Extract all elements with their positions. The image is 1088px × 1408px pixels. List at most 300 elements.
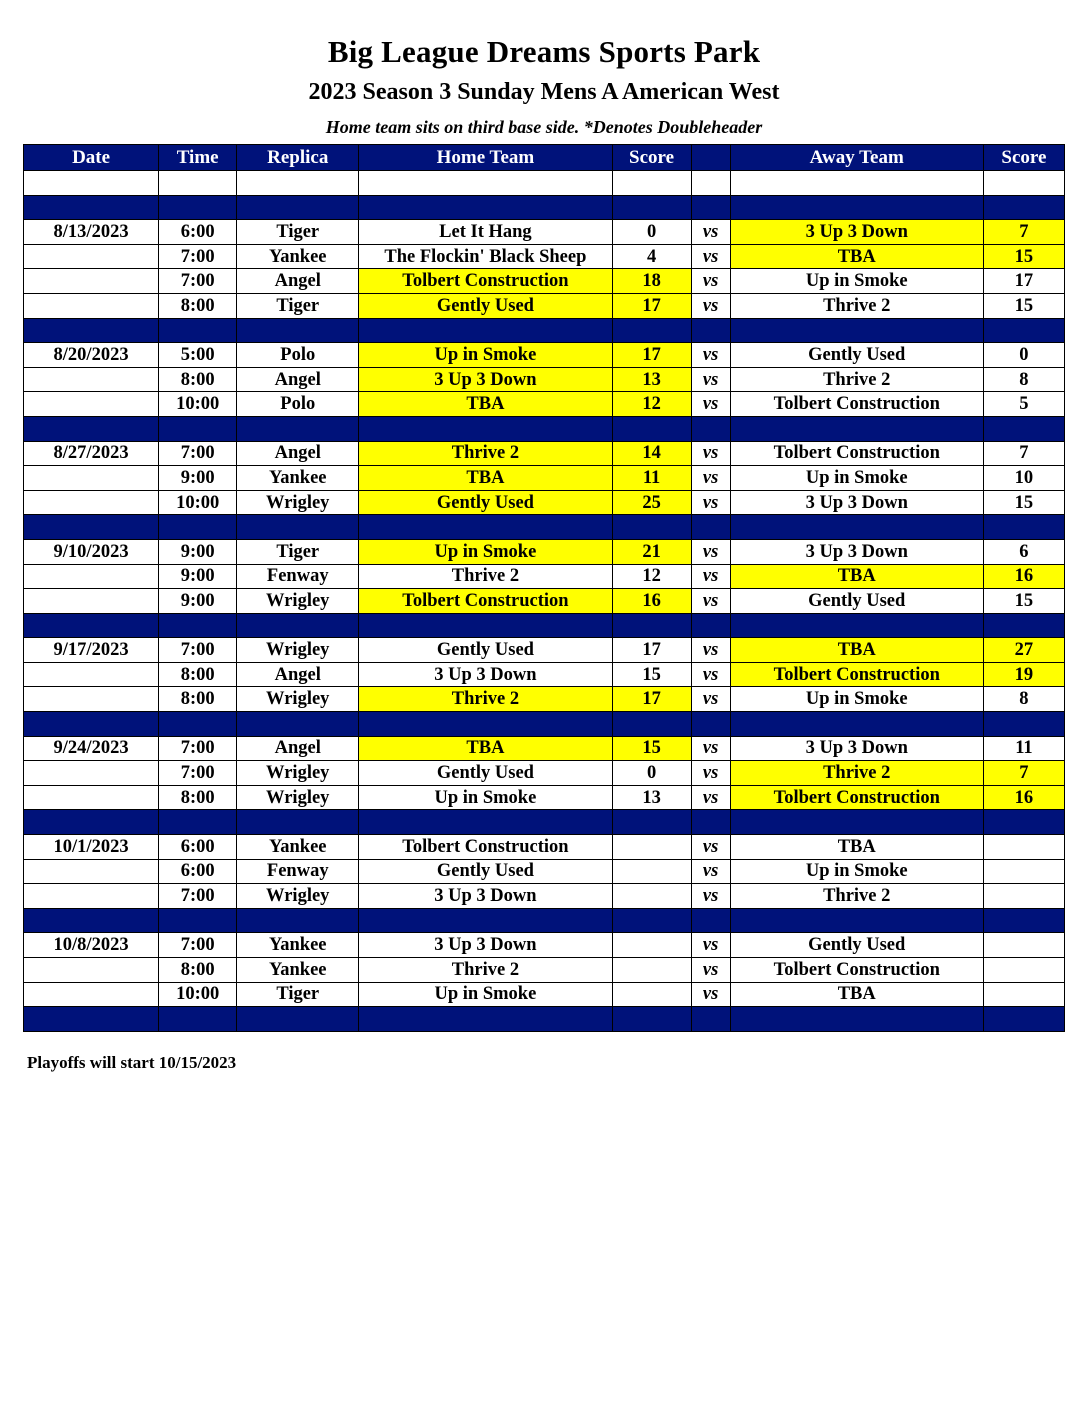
home-team-cell: TBA (359, 736, 612, 761)
away-score-cell (983, 884, 1064, 909)
away-team-cell (730, 416, 983, 441)
time-cell: 10:00 (159, 982, 237, 1007)
date-cell (24, 662, 159, 687)
vs-cell (691, 1007, 730, 1032)
replica-cell: Wrigley (237, 785, 359, 810)
table-row (24, 441, 1065, 466)
home-score-cell: 0 (612, 220, 691, 245)
away-team-cell: Up in Smoke (730, 859, 983, 884)
time-cell: 7:00 (159, 736, 237, 761)
time-cell: 9:00 (159, 589, 237, 614)
time-cell: 10:00 (159, 490, 237, 515)
vs-cell: vs (691, 392, 730, 417)
away-team-cell: TBA (730, 982, 983, 1007)
home-team-cell: Thrive 2 (359, 441, 612, 466)
home-team-cell: Thrive 2 (359, 564, 612, 589)
away-score-cell (983, 835, 1064, 860)
replica-cell (237, 318, 359, 343)
table-row (24, 293, 1065, 318)
away-team-cell: 3 Up 3 Down (730, 490, 983, 515)
table-row (24, 343, 1065, 368)
vs-cell: vs (691, 761, 730, 786)
replica-cell: Tiger (237, 539, 359, 564)
away-score-cell (983, 908, 1064, 933)
home-team-cell (359, 195, 612, 220)
date-cell (24, 908, 159, 933)
away-score-cell (983, 859, 1064, 884)
away-team-cell: 3 Up 3 Down (730, 539, 983, 564)
home-team-cell: Up in Smoke (359, 343, 612, 368)
time-cell: 7:00 (159, 244, 237, 269)
away-score-cell: 15 (983, 589, 1064, 614)
away-team-cell: Thrive 2 (730, 761, 983, 786)
table-row (24, 958, 1065, 983)
home-score-cell: 21 (612, 539, 691, 564)
replica-cell: Angel (237, 367, 359, 392)
replica-cell: Wrigley (237, 761, 359, 786)
separator-row (24, 515, 1065, 540)
date-cell (24, 367, 159, 392)
home-score-cell (612, 1007, 691, 1032)
vs-cell (691, 908, 730, 933)
separator-row (24, 416, 1065, 441)
date-cell (24, 171, 159, 196)
date-cell (24, 761, 159, 786)
home-score-cell: 18 (612, 269, 691, 294)
vs-cell (691, 318, 730, 343)
home-score-cell: 11 (612, 466, 691, 491)
vs-cell: vs (691, 367, 730, 392)
away-team-cell: Up in Smoke (730, 687, 983, 712)
date-cell (24, 589, 159, 614)
time-cell: 7:00 (159, 638, 237, 663)
table-row (24, 564, 1065, 589)
time-cell: 6:00 (159, 220, 237, 245)
schedule-table (23, 144, 1065, 1032)
away-score-cell: 8 (983, 687, 1064, 712)
home-team-cell: Thrive 2 (359, 958, 612, 983)
replica-cell: Tiger (237, 220, 359, 245)
home-team-cell: Tolbert Construction (359, 835, 612, 860)
home-score-cell (612, 933, 691, 958)
time-cell: 10:00 (159, 392, 237, 417)
vs-cell: vs (691, 859, 730, 884)
away-score-cell: 0 (983, 343, 1064, 368)
table-row (24, 785, 1065, 810)
home-score-cell: 15 (612, 662, 691, 687)
home-score-cell: 17 (612, 638, 691, 663)
replica-cell (237, 810, 359, 835)
away-team-cell: Gently Used (730, 343, 983, 368)
away-score-cell (983, 1007, 1064, 1032)
away-score-cell: 15 (983, 293, 1064, 318)
table-row (24, 638, 1065, 663)
away-score-cell: 6 (983, 539, 1064, 564)
date-cell (24, 1007, 159, 1032)
home-team-cell: Up in Smoke (359, 785, 612, 810)
away-score-cell (983, 613, 1064, 638)
away-score-cell (983, 515, 1064, 540)
home-score-cell (612, 712, 691, 737)
home-team-cell: 3 Up 3 Down (359, 662, 612, 687)
date-cell: 10/8/2023 (24, 933, 159, 958)
home-score-cell (612, 982, 691, 1007)
table-row (24, 244, 1065, 269)
vs-cell: vs (691, 638, 730, 663)
table-row (24, 884, 1065, 909)
time-cell: 8:00 (159, 662, 237, 687)
away-team-cell: Tolbert Construction (730, 441, 983, 466)
home-score-cell: 16 (612, 589, 691, 614)
home-score-cell (612, 958, 691, 983)
date-cell: 8/20/2023 (24, 343, 159, 368)
home-team-cell: TBA (359, 466, 612, 491)
home-score-cell (612, 318, 691, 343)
home-team-cell: 3 Up 3 Down (359, 884, 612, 909)
away-score-cell: 7 (983, 220, 1064, 245)
away-team-cell (730, 318, 983, 343)
time-cell: 9:00 (159, 466, 237, 491)
vs-cell: vs (691, 933, 730, 958)
home-score-cell (612, 884, 691, 909)
replica-cell: Yankee (237, 835, 359, 860)
replica-cell: Yankee (237, 958, 359, 983)
replica-cell: Yankee (237, 933, 359, 958)
vs-cell: vs (691, 539, 730, 564)
away-score-cell: 15 (983, 490, 1064, 515)
separator-row (24, 318, 1065, 343)
time-cell (159, 712, 237, 737)
date-cell (24, 613, 159, 638)
vs-cell: vs (691, 835, 730, 860)
vs-cell: vs (691, 785, 730, 810)
home-team-cell: Tolbert Construction (359, 269, 612, 294)
away-score-cell (983, 171, 1064, 196)
away-score-cell (983, 933, 1064, 958)
table-row (24, 589, 1065, 614)
date-cell (24, 269, 159, 294)
away-score-cell: 16 (983, 564, 1064, 589)
time-cell: 6:00 (159, 859, 237, 884)
home-team-cell: Gently Used (359, 293, 612, 318)
vs-cell: vs (691, 293, 730, 318)
away-team-cell: Up in Smoke (730, 269, 983, 294)
replica-cell: Yankee (237, 466, 359, 491)
away-team-cell: Tolbert Construction (730, 392, 983, 417)
replica-cell: Fenway (237, 564, 359, 589)
away-team-cell: TBA (730, 835, 983, 860)
col-header-home-team: Home Team (359, 145, 612, 171)
date-cell (24, 884, 159, 909)
home-team-cell (359, 712, 612, 737)
replica-cell (237, 712, 359, 737)
table-row (24, 933, 1065, 958)
away-team-cell (730, 1007, 983, 1032)
away-team-cell: Thrive 2 (730, 367, 983, 392)
away-score-cell (983, 195, 1064, 220)
date-cell (24, 195, 159, 220)
separator-row (24, 810, 1065, 835)
home-team-cell: Up in Smoke (359, 982, 612, 1007)
time-cell (159, 318, 237, 343)
replica-cell: Fenway (237, 859, 359, 884)
home-team-cell: Gently Used (359, 638, 612, 663)
home-score-cell: 0 (612, 761, 691, 786)
date-cell (24, 244, 159, 269)
home-score-cell (612, 195, 691, 220)
home-score-cell: 17 (612, 343, 691, 368)
away-score-cell (983, 958, 1064, 983)
separator-row (24, 613, 1065, 638)
time-cell (159, 515, 237, 540)
home-score-cell: 25 (612, 490, 691, 515)
table-row (24, 982, 1065, 1007)
replica-cell: Polo (237, 343, 359, 368)
home-team-cell (359, 318, 612, 343)
table-row (24, 490, 1065, 515)
away-team-cell (730, 712, 983, 737)
date-cell (24, 416, 159, 441)
date-cell (24, 687, 159, 712)
replica-cell: Tiger (237, 293, 359, 318)
col-header-time: Time (159, 145, 237, 171)
vs-cell: vs (691, 220, 730, 245)
home-team-cell: TBA (359, 392, 612, 417)
page-subtitle: 2023 Season 3 Sunday Mens A American West (308, 79, 780, 105)
date-cell (24, 293, 159, 318)
home-score-cell: 13 (612, 785, 691, 810)
home-team-cell: Thrive 2 (359, 687, 612, 712)
away-team-cell (730, 515, 983, 540)
home-score-cell (612, 810, 691, 835)
home-team-cell: Gently Used (359, 859, 612, 884)
vs-cell: vs (691, 687, 730, 712)
vs-cell: vs (691, 662, 730, 687)
home-team-cell: Tolbert Construction (359, 589, 612, 614)
table-row (24, 687, 1065, 712)
col-header-vs (691, 145, 730, 171)
home-score-cell (612, 416, 691, 441)
date-cell (24, 810, 159, 835)
schedule-body (24, 171, 1065, 1032)
replica-cell: Wrigley (237, 589, 359, 614)
date-cell (24, 712, 159, 737)
table-row (24, 539, 1065, 564)
away-team-cell: TBA (730, 638, 983, 663)
separator-row (24, 712, 1065, 737)
date-cell: 10/1/2023 (24, 835, 159, 860)
time-cell: 7:00 (159, 884, 237, 909)
away-score-cell: 15 (983, 244, 1064, 269)
date-cell (24, 564, 159, 589)
home-team-cell (359, 1007, 612, 1032)
time-cell: 9:00 (159, 564, 237, 589)
home-score-cell: 17 (612, 293, 691, 318)
replica-cell: Yankee (237, 244, 359, 269)
vs-cell (691, 613, 730, 638)
away-score-cell: 7 (983, 761, 1064, 786)
time-cell (159, 613, 237, 638)
away-score-cell (983, 318, 1064, 343)
home-team-cell (359, 416, 612, 441)
col-header-date: Date (24, 145, 159, 171)
col-header-home-score: Score (612, 145, 691, 171)
playoffs-note: Playoffs will start 10/15/2023 (27, 1053, 237, 1072)
table-row (24, 736, 1065, 761)
away-score-cell: 19 (983, 662, 1064, 687)
away-team-cell: TBA (730, 244, 983, 269)
date-cell (24, 392, 159, 417)
home-team-cell: 3 Up 3 Down (359, 367, 612, 392)
home-team-cell (359, 908, 612, 933)
date-cell: 9/17/2023 (24, 638, 159, 663)
away-score-cell (983, 810, 1064, 835)
replica-cell: Angel (237, 269, 359, 294)
time-cell (159, 810, 237, 835)
home-team-cell: Gently Used (359, 490, 612, 515)
vs-cell (691, 515, 730, 540)
away-team-cell: 3 Up 3 Down (730, 736, 983, 761)
home-score-cell (612, 613, 691, 638)
time-cell: 7:00 (159, 761, 237, 786)
away-score-cell: 17 (983, 269, 1064, 294)
vs-cell: vs (691, 589, 730, 614)
home-score-cell (612, 171, 691, 196)
col-header-replica: Replica (237, 145, 359, 171)
away-team-cell (730, 171, 983, 196)
time-cell (159, 1007, 237, 1032)
away-score-cell: 27 (983, 638, 1064, 663)
table-header-row (24, 145, 1065, 171)
home-team-cell: Let It Hang (359, 220, 612, 245)
time-cell: 7:00 (159, 269, 237, 294)
replica-cell: Angel (237, 662, 359, 687)
vs-cell: vs (691, 564, 730, 589)
date-cell (24, 466, 159, 491)
away-team-cell: TBA (730, 564, 983, 589)
home-score-cell: 15 (612, 736, 691, 761)
table-row (24, 392, 1065, 417)
home-score-cell (612, 859, 691, 884)
time-cell (159, 195, 237, 220)
home-score-cell: 14 (612, 441, 691, 466)
away-score-cell: 7 (983, 441, 1064, 466)
replica-cell: Wrigley (237, 638, 359, 663)
home-score-cell: 12 (612, 564, 691, 589)
date-cell (24, 982, 159, 1007)
date-cell (24, 515, 159, 540)
away-team-cell: Tolbert Construction (730, 662, 983, 687)
date-cell (24, 785, 159, 810)
vs-cell (691, 712, 730, 737)
replica-cell: Wrigley (237, 490, 359, 515)
col-header-away-score: Score (983, 145, 1064, 171)
table-row (24, 269, 1065, 294)
time-cell: 8:00 (159, 367, 237, 392)
away-team-cell: Gently Used (730, 933, 983, 958)
replica-cell (237, 515, 359, 540)
home-team-cell (359, 171, 612, 196)
home-score-cell (612, 515, 691, 540)
away-team-cell: Gently Used (730, 589, 983, 614)
away-team-cell (730, 810, 983, 835)
date-cell: 8/27/2023 (24, 441, 159, 466)
home-score-cell (612, 908, 691, 933)
date-cell: 8/13/2023 (24, 220, 159, 245)
away-score-cell (983, 712, 1064, 737)
away-score-cell: 10 (983, 466, 1064, 491)
vs-cell: vs (691, 884, 730, 909)
table-row (24, 220, 1065, 245)
away-score-cell (983, 982, 1064, 1007)
home-team-cell: 3 Up 3 Down (359, 933, 612, 958)
home-score-cell (612, 835, 691, 860)
home-score-cell: 17 (612, 687, 691, 712)
date-cell (24, 318, 159, 343)
vs-cell: vs (691, 736, 730, 761)
vs-cell: vs (691, 269, 730, 294)
page-title: Big League Dreams Sports Park (327, 34, 761, 69)
away-score-cell: 8 (983, 367, 1064, 392)
blank-row (24, 171, 1065, 196)
away-team-cell (730, 908, 983, 933)
vs-cell (691, 810, 730, 835)
home-team-cell: Gently Used (359, 761, 612, 786)
replica-cell: Angel (237, 441, 359, 466)
schedule-note: Home team sits on third base side. *Denotes Doubleheader (325, 117, 763, 137)
home-score-cell: 13 (612, 367, 691, 392)
away-team-cell: Thrive 2 (730, 884, 983, 909)
vs-cell: vs (691, 466, 730, 491)
time-cell: 8:00 (159, 687, 237, 712)
replica-cell: Wrigley (237, 884, 359, 909)
table-row (24, 761, 1065, 786)
separator-row (24, 195, 1065, 220)
time-cell: 6:00 (159, 835, 237, 860)
home-team-cell: Up in Smoke (359, 539, 612, 564)
vs-cell: vs (691, 982, 730, 1007)
table-row (24, 662, 1065, 687)
replica-cell (237, 908, 359, 933)
away-score-cell: 16 (983, 785, 1064, 810)
table-row (24, 367, 1065, 392)
replica-cell (237, 1007, 359, 1032)
home-score-cell: 4 (612, 244, 691, 269)
away-score-cell (983, 416, 1064, 441)
away-team-cell: 3 Up 3 Down (730, 220, 983, 245)
vs-cell: vs (691, 244, 730, 269)
table-row (24, 859, 1065, 884)
time-cell: 8:00 (159, 785, 237, 810)
date-cell: 9/10/2023 (24, 539, 159, 564)
col-header-away-team: Away Team (730, 145, 983, 171)
away-team-cell: Up in Smoke (730, 466, 983, 491)
away-team-cell: Thrive 2 (730, 293, 983, 318)
table-row (24, 835, 1065, 860)
separator-row (24, 1007, 1065, 1032)
time-cell: 7:00 (159, 933, 237, 958)
away-team-cell: Tolbert Construction (730, 785, 983, 810)
date-cell (24, 958, 159, 983)
time-cell: 8:00 (159, 958, 237, 983)
time-cell: 7:00 (159, 441, 237, 466)
home-team-cell (359, 613, 612, 638)
date-cell (24, 490, 159, 515)
replica-cell (237, 195, 359, 220)
away-score-cell: 5 (983, 392, 1064, 417)
replica-cell (237, 171, 359, 196)
replica-cell: Tiger (237, 982, 359, 1007)
